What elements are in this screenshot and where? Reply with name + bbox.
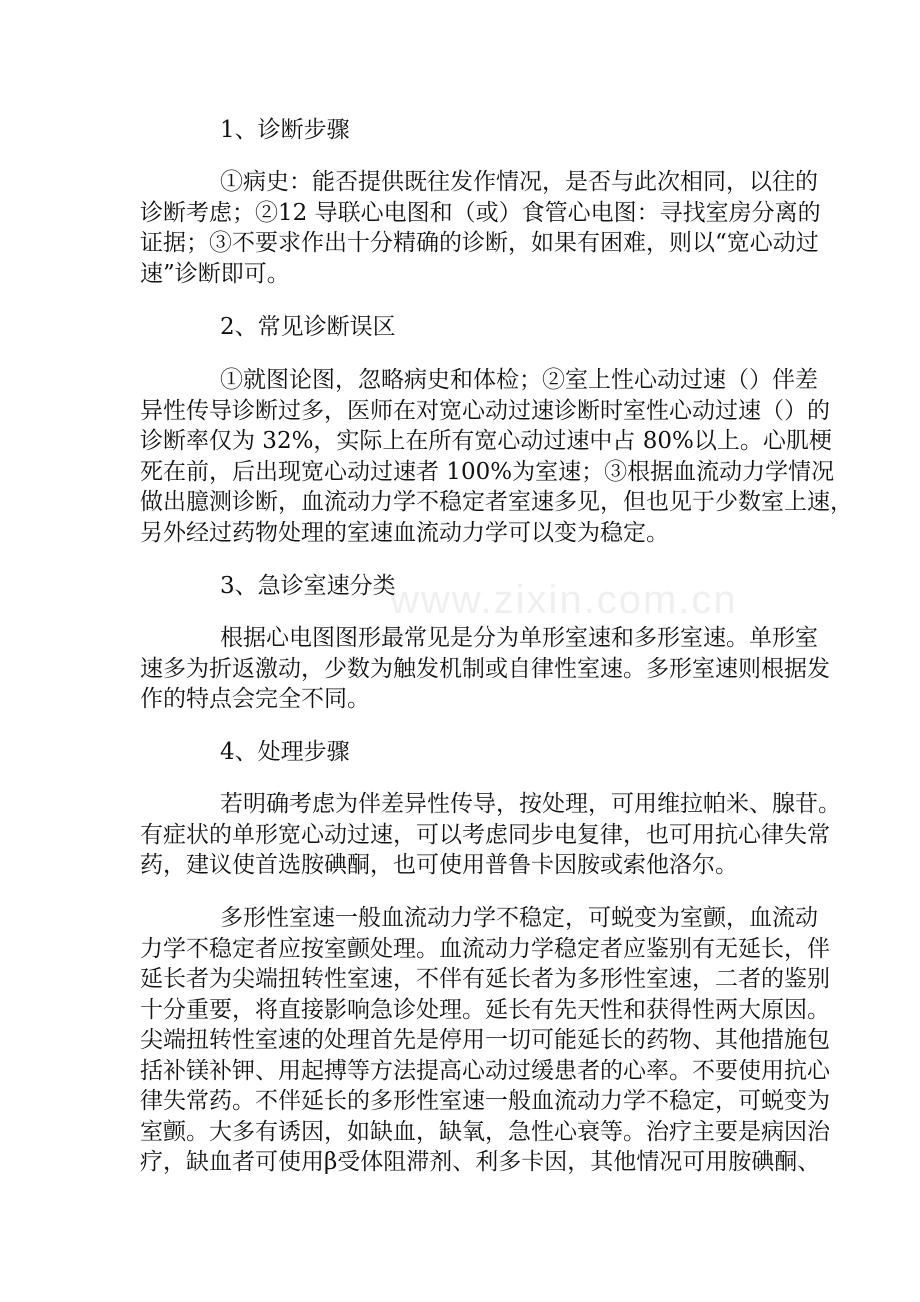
section-heading: 2、常见诊断误区 [220, 314, 396, 340]
text-line: 诊断考虑；②12 导联心电图和（或）食管心电图：寻找室房分离的 [140, 199, 821, 226]
text-line: 速多为折返激动，少数为触发机制或自律性室速。多形室速则根据发 [140, 655, 830, 682]
text-line: 尖端扭转性室速的处理首先是停用一切可能延长的药物、其他措施包 [140, 1027, 830, 1053]
text-line: 力学不稳定者应按室颤处理。血流动力学稳定者应鉴别有无延长，伴 [140, 935, 830, 962]
text-line: 若明确考虑为伴差异性传导，按处理，可用维拉帕米、腺苷。 [220, 791, 841, 817]
text-line: 律失常药。不伴延长的多形性室速一般血流动力学不稳定，可蜕变为 [140, 1088, 830, 1114]
text-line: 有症状的单形宽心动过速，可以考虑同步电复律，也可用抗心律失常 [140, 821, 830, 848]
text-line: 速”诊断即可。 [140, 260, 290, 287]
paragraph [140, 789, 841, 881]
section-heading: 4、处理步骤 [220, 739, 350, 765]
text-line: 异性传导诊断过多，医师在对宽心动过速诊断时室性心动过速（）的 [140, 397, 830, 424]
text-line: 根据心电图图形最常见是分为单形室速和多形室速。单形室 [220, 625, 818, 651]
section-heading: 1、诊断步骤 [220, 117, 350, 143]
section-heading: 3、急诊室速分类 [220, 573, 396, 599]
text-line: ①病史：能否提供既往发作情况，是否与此次相同，以往的 [220, 169, 818, 195]
text-line: 括补镁补钾、用起搏等方法提高心动过缓患者的心率。不要使用抗心 [140, 1057, 830, 1084]
paragraph [140, 167, 821, 289]
text-line: 疗，缺血者可使用β受体阻滞剂、利多卡因，其他情况可用胺碘酮、 [140, 1149, 821, 1175]
text-line: 证据；③不要求作出十分精确的诊断，如果有困难，则以“宽心动过 [140, 230, 819, 256]
text-line: 诊断率仅为 32%，实际上在所有宽心动过速中占 80%以上。心肌梗 [140, 428, 832, 454]
paragraph [140, 365, 853, 548]
text-line: 药，建议使首选胺碘酮，也可使用普鲁卡因胺或索他洛尔。 [140, 852, 738, 878]
text-line: 延长者为尖端扭转性室速，不伴有延长者为多形性室速，二者的鉴别 [140, 966, 830, 992]
text-line: 作的特点会完全不同。 [140, 686, 370, 712]
paragraph [140, 623, 830, 715]
watermark: www.zixin.com.cn [390, 578, 738, 622]
paragraph [140, 903, 830, 1178]
text-line: 十分重要，将直接影响急诊处理。延长有先天性和获得性两大原因。 [140, 996, 830, 1023]
text-line: 另外经过药物处理的室速血流动力学可以变为稳定。 [140, 519, 669, 546]
text-line: 做出臆测诊断，血流动力学不稳定者室速多见，但也见于少数室上速， [140, 489, 853, 515]
text-line: 死在前，后出现宽心动过速者 100%为室速；③根据血流动力学情况 [140, 458, 835, 485]
text-line: 多形性室速一般血流动力学不稳定，可蜕变为室颤，血流动 [220, 905, 818, 931]
text-line: 室颤。大多有诱因，如缺血，缺氧，急性心衰等。治疗主要是病因治 [140, 1118, 830, 1145]
text-line: ①就图论图，忽略病史和体检；②室上性心动过速（）伴差 [220, 367, 818, 393]
